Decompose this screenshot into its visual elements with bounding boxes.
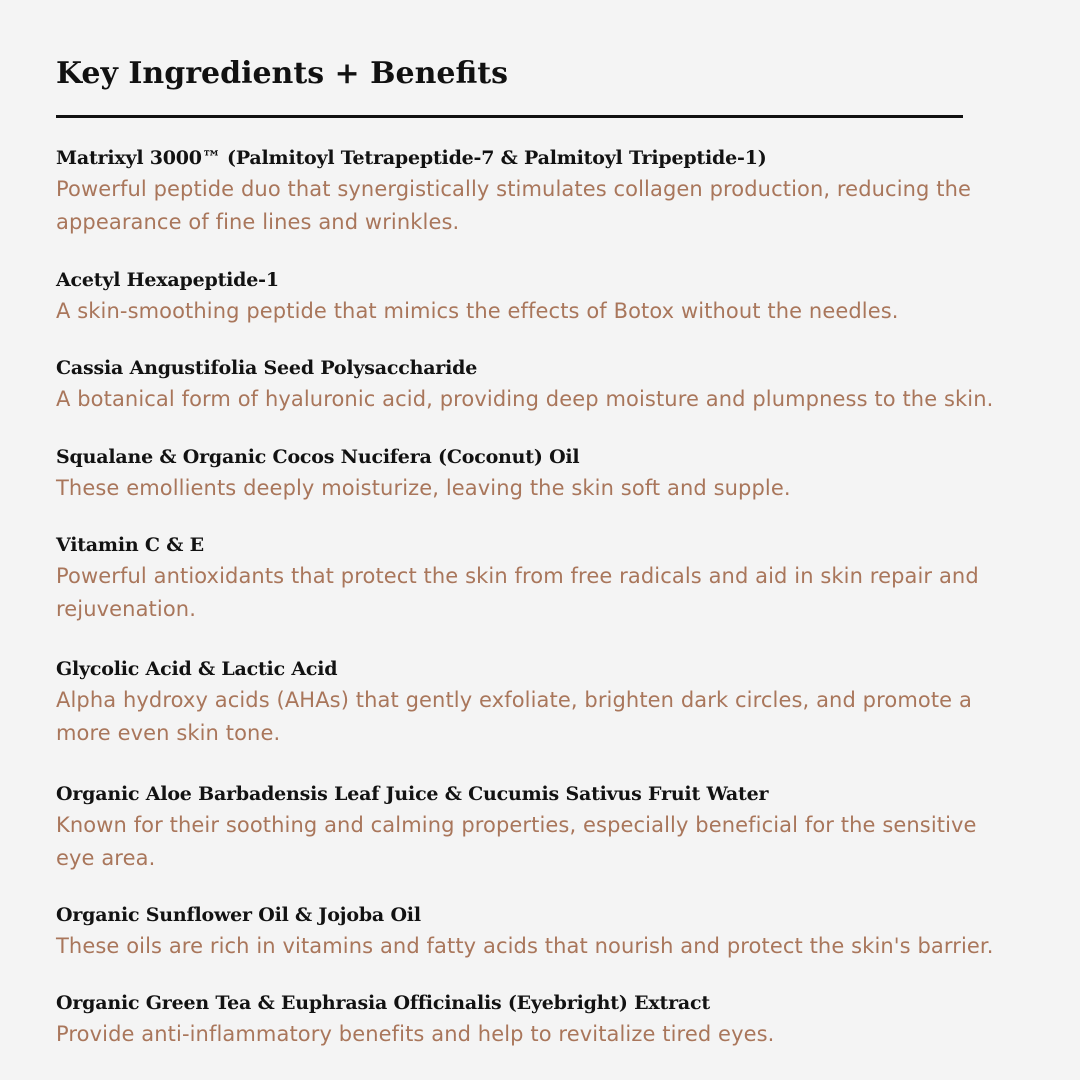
- ingredient-description: Known for their soothing and calming properties, especially beneficial for the sensitive eye area.: [56, 813, 977, 870]
- ingredient-name: Glycolic Acid & Lactic Acid: [56, 658, 338, 680]
- ingredient-item: [56, 654, 1016, 750]
- title-divider: [56, 115, 963, 118]
- ingredient-name: Acetyl Hexapeptide-1: [56, 269, 279, 291]
- ingredient-item: [56, 779, 1016, 875]
- ingredient-item: [56, 530, 1016, 626]
- ingredient-description: Alpha hydroxy acids (AHAs) that gently exfoliate, brighten dark circles, and promote a more even skin tone.: [56, 688, 972, 745]
- ingredient-name: Cassia Angustifolia Seed Polysaccharide: [56, 357, 478, 379]
- ingredient-description: A skin-smoothing peptide that mimics the effects of Botox without the needles.: [56, 299, 899, 323]
- ingredient-item: [56, 353, 1016, 416]
- page-title: Key Ingredients + Benefits: [56, 56, 509, 91]
- ingredient-description: A botanical form of hyaluronic acid, providing deep moisture and plumpness to the skin.: [56, 387, 994, 411]
- ingredient-description: Provide anti-inflammatory benefits and help to revitalize tired eyes.: [56, 1022, 775, 1046]
- ingredient-name: Matrixyl 3000™ (Palmitoyl Tetrapeptide-7 & Palmitoyl Tripeptide-1): [56, 147, 767, 169]
- ingredient-description: These emollients deeply moisturize, leaving the skin soft and supple.: [56, 476, 791, 500]
- ingredient-item: [56, 988, 1016, 1051]
- ingredient-name: Organic Aloe Barbadensis Leaf Juice & Cucumis Sativus Fruit Water: [56, 783, 769, 805]
- ingredient-item: [56, 442, 1016, 505]
- ingredient-item: [56, 900, 1016, 963]
- ingredient-name: Organic Sunflower Oil & Jojoba Oil: [56, 904, 421, 926]
- ingredient-name: Vitamin C & E: [56, 534, 204, 556]
- ingredient-name: Squalane & Organic Cocos Nucifera (Coconut) Oil: [56, 446, 580, 468]
- ingredient-name: Organic Green Tea & Euphrasia Officinalis (Eyebright) Extract: [56, 992, 710, 1014]
- ingredient-description: Powerful peptide duo that synergistically stimulates collagen production, reducing the appearance of fine lines and wrinkles.: [56, 177, 972, 234]
- ingredient-item: [56, 265, 1016, 328]
- ingredient-description: These oils are rich in vitamins and fatty acids that nourish and protect the skin's barrier.: [56, 934, 994, 958]
- ingredient-description: Powerful antioxidants that protect the skin from free radicals and aid in skin repair and rejuvenation.: [56, 564, 979, 621]
- ingredient-item: [56, 143, 1016, 239]
